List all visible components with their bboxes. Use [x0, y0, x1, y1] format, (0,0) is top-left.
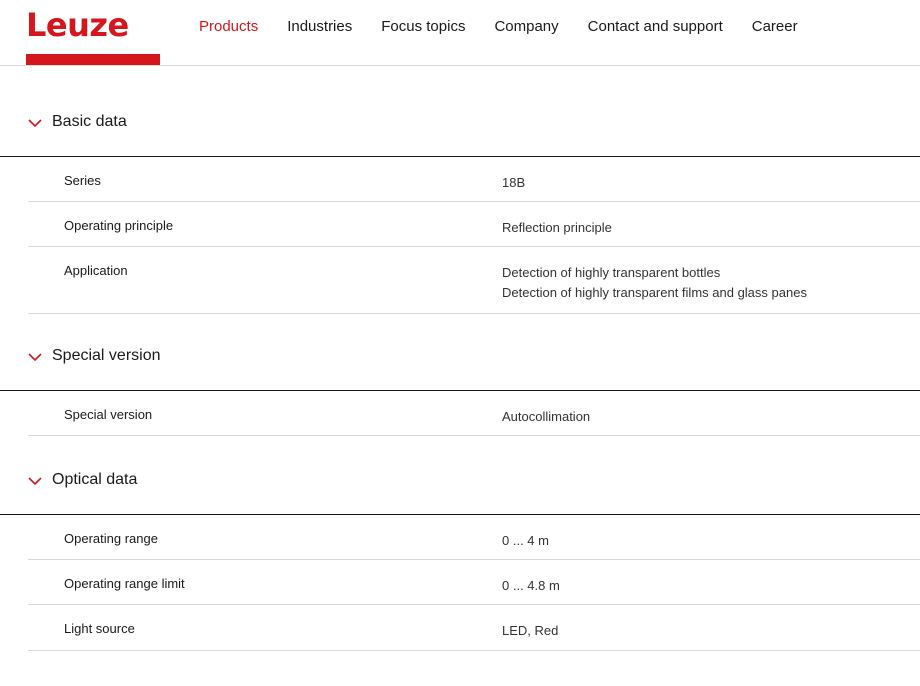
- chevron-down-icon: [28, 352, 42, 362]
- nav-item-company[interactable]: Company: [494, 18, 559, 35]
- row-value: 0 ... 4 m: [502, 533, 549, 548]
- nav-item-career[interactable]: Career: [751, 18, 798, 35]
- row-label: Series: [64, 173, 101, 188]
- section-header-basic-data[interactable]: [0, 109, 920, 157]
- table-row: [28, 407, 920, 436]
- row-value: Detection of highly transparent bottles Detection of highly transparent films and glass panes: [502, 265, 807, 300]
- section-title: Basic data: [52, 113, 127, 130]
- main-nav: [199, 18, 827, 35]
- site-header: [0, 0, 920, 66]
- row-label: Operating range: [64, 531, 158, 546]
- leuze-logo[interactable]: Leuze: [26, 6, 129, 44]
- row-value: 18B: [502, 175, 526, 190]
- row-label: Operating principle: [64, 218, 174, 233]
- section-title: Optical data: [52, 471, 138, 488]
- section-header-optical-data[interactable]: [0, 467, 920, 515]
- nav-item-industries[interactable]: Industries: [287, 18, 353, 35]
- nav-item-contact-and-support[interactable]: Contact and support: [587, 18, 723, 35]
- chevron-down-icon: [28, 476, 42, 486]
- row-value: Reflection principle: [502, 220, 612, 235]
- chevron-down-icon: [28, 118, 42, 128]
- section-title: Special version: [52, 347, 161, 364]
- row-label: Operating range limit: [64, 576, 185, 591]
- row-value: Autocollimation: [502, 409, 591, 424]
- table-row: [28, 218, 920, 247]
- table-row: [28, 621, 920, 651]
- table-row: [28, 173, 920, 202]
- row-value: LED, Red: [502, 623, 559, 638]
- row-label: Application: [64, 263, 128, 278]
- table-row: [28, 576, 920, 605]
- table-row: [28, 263, 920, 314]
- row-label: Special version: [64, 407, 153, 422]
- logo-underline-bar: [26, 54, 160, 65]
- nav-item-focus-topics[interactable]: Focus topics: [381, 18, 466, 35]
- row-value: 0 ... 4.8 m: [502, 578, 560, 593]
- table-row: [28, 531, 920, 560]
- row-label: Light source: [64, 621, 135, 636]
- section-header-special-version[interactable]: [0, 343, 920, 391]
- nav-item-products[interactable]: Products: [199, 18, 259, 35]
